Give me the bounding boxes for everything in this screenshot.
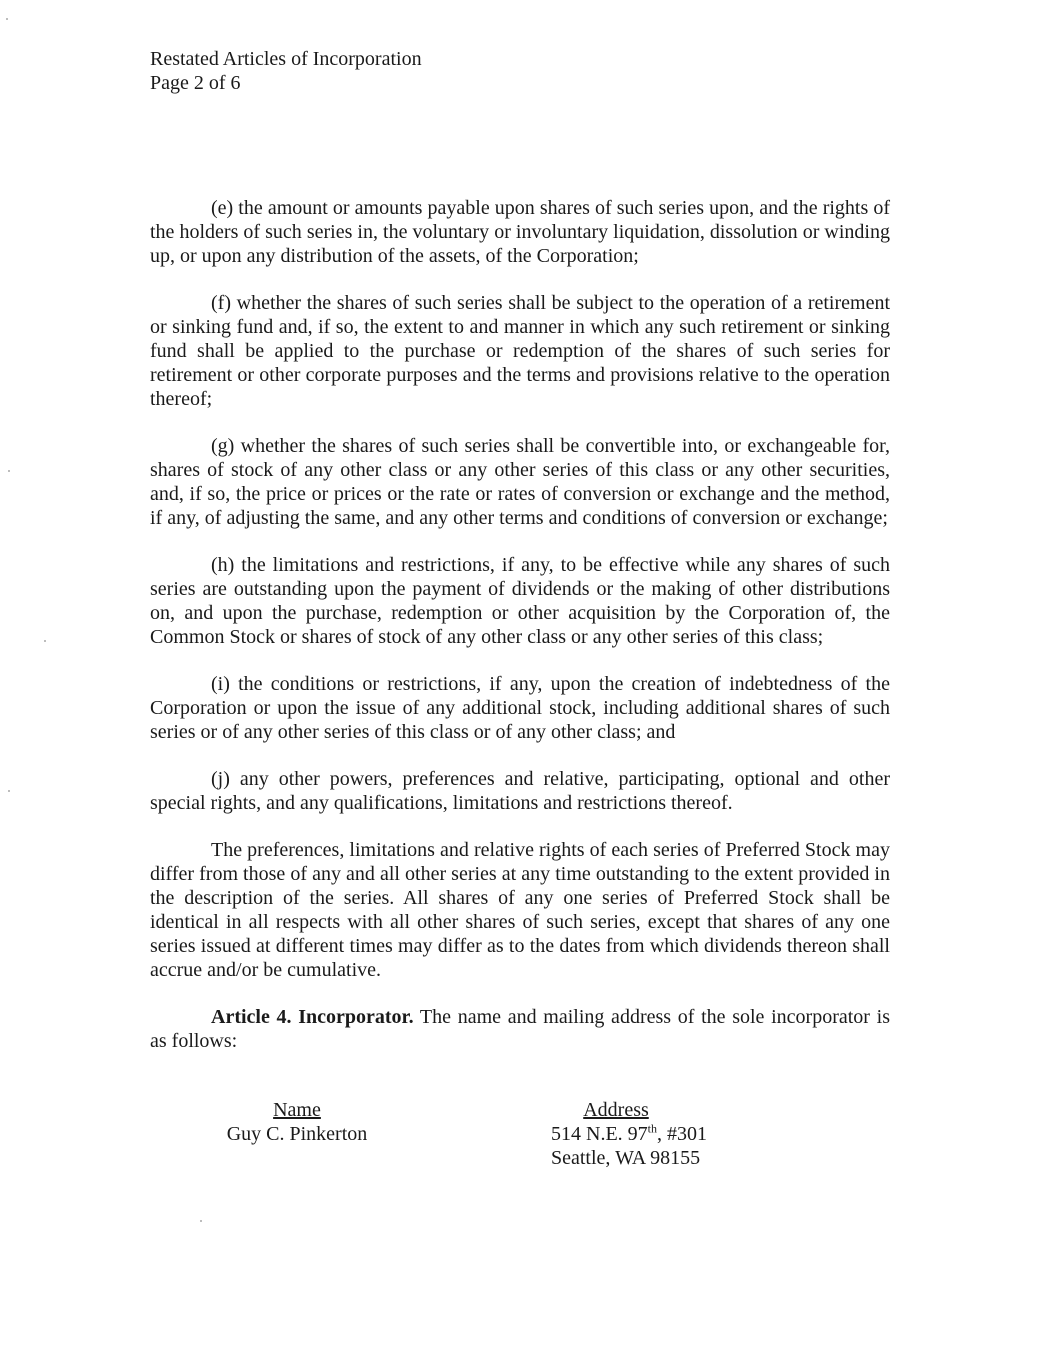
- article-4-paragraph: [150, 1005, 890, 1053]
- clause-e: (e) the amount or amounts payable upon shares of such series upon, and the rights of the holders of such series in, the voluntary or involuntary liquidation, dissolution or winding up, or upon any distribution of the assets, of the Corporation;: [150, 197, 890, 267]
- scan-speck: [6, 18, 8, 20]
- page-header: [150, 47, 422, 95]
- incorporator-name-column: [212, 1098, 382, 1146]
- clause-i: (i) the conditions or restrictions, if any, upon the creation of indebtedness of the Corporation or upon the issue of any additional stock, including additional shares of such series or of any other series of this class or of any other class; and: [150, 673, 890, 743]
- address-column-header: Address: [583, 1099, 649, 1121]
- document-body: [150, 196, 890, 1076]
- clause-j: (j) any other powers, preferences and relative, participating, optional and other special rights, and any qualifications, limitations and restrictions thereof.: [150, 768, 890, 814]
- scan-speck: [44, 640, 46, 642]
- article-4-heading: Article 4. Incorporator.: [211, 1006, 414, 1028]
- clause-f: (f) whether the shares of such series shall be subject to the operation of a retirement or sinking fund and, if so, the extent to and manner in which any such retirement or sinking fund shall be applied to the purchase or redemption of the shares of such series for retirement or other corporate purposes and the terms and provisions relative to the operation thereof;: [150, 292, 890, 410]
- scan-speck: [8, 790, 10, 792]
- article-4-text: The name and mailing address of the sole incorporator is as follows:: [150, 1006, 890, 1052]
- preferred-stock-paragraph: The preferences, limitations and relative rights of each series of Preferred Stock may differ from those of any and all other series at any time outstanding to the extent provided in the description of the series. All shares of any one series of Preferred Stock shall be identical in all respects with all other shares of such series, except that shares of any one series issued at different times may differ as to the dates from which dividends thereon shall accrue and/or be cumulative.: [150, 839, 890, 981]
- scan-speck: [200, 1220, 202, 1222]
- scan-speck: [8, 470, 10, 472]
- address-line-1: 514 N.E. 97th, #301: [551, 1121, 708, 1145]
- page-number: Page 2 of 6: [150, 72, 241, 94]
- name-column-header: Name: [273, 1099, 321, 1121]
- clause-h: (h) the limitations and restrictions, if any, to be effective while any shares of such series are outstanding upon the payment of dividends or the making of other distributions on, and upon the purchase, redemption or other acquisition by the Corporation of, the Common Stock or shares of stock of any other class or any other series of this class;: [150, 554, 890, 648]
- address-line-2: Seattle, WA 98155: [551, 1147, 701, 1169]
- incorporator-address-column: [551, 1098, 721, 1170]
- document-title: Restated Articles of Incorporation: [150, 48, 422, 70]
- incorporator-name: Guy C. Pinkerton: [226, 1123, 368, 1145]
- clause-g: (g) whether the shares of such series shall be convertible into, or exchangeable for, shares of stock of any other class or any other series of this class or any other securities, and, if so, the price or prices or the rate or rates of conversion or exchange and the method, if any, of adjusting the same, and any other terms and conditions of conversion or exchange;: [150, 435, 890, 529]
